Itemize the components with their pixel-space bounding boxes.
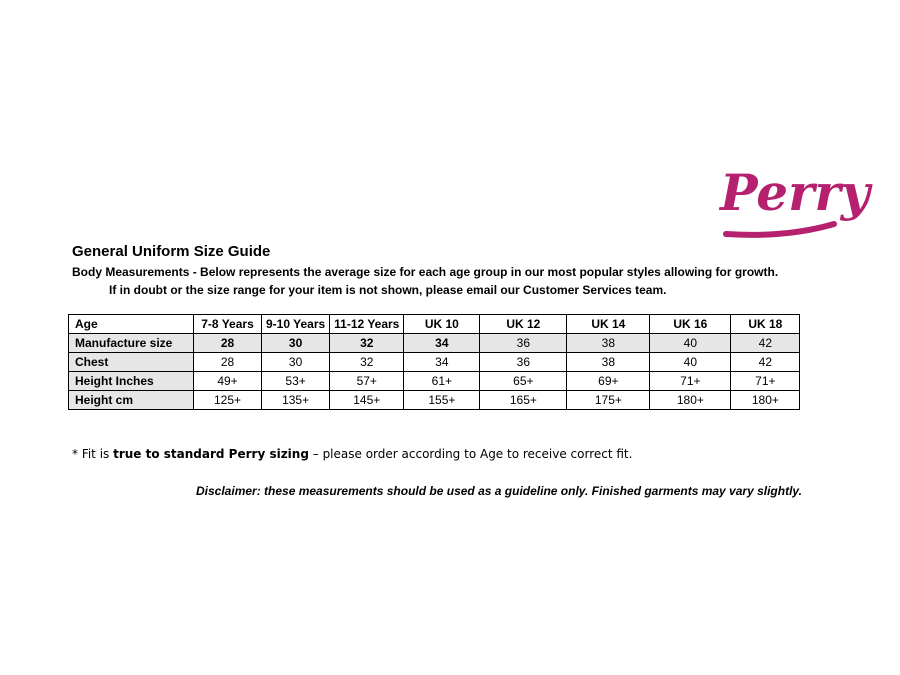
- fit-note-suffix: – please order according to Age to receive correct fit.: [308, 447, 633, 461]
- fit-note-bold: true to standard Perry sizing: [113, 447, 309, 461]
- table-cell: 34: [404, 334, 480, 353]
- subtitle-line-2: If in doubt or the size range for your item is not shown, please email our Customer Services team.: [109, 283, 667, 297]
- table-row: [69, 391, 800, 410]
- table-cell: 32: [330, 334, 404, 353]
- row-label: Manufacture size: [69, 334, 194, 353]
- table-header-row: [69, 315, 800, 334]
- perry-logo: [716, 158, 870, 242]
- header-cell: Age: [69, 315, 194, 334]
- table-cell: 28: [194, 334, 262, 353]
- table-cell: 165+: [480, 391, 567, 410]
- table-cell: 34: [404, 353, 480, 372]
- table-row: [69, 372, 800, 391]
- fit-note-prefix: * Fit is: [72, 447, 114, 461]
- table-cell: 61+: [404, 372, 480, 391]
- table-cell: 30: [262, 334, 330, 353]
- header-cell: 9-10 Years: [262, 315, 330, 334]
- table-cell: 135+: [262, 391, 330, 410]
- table-cell: 32: [330, 353, 404, 372]
- table-row: [69, 334, 800, 353]
- table-cell: 30: [262, 353, 330, 372]
- table-cell: 49+: [194, 372, 262, 391]
- disclaimer: Disclaimer: these measurements should be used as a guideline only. Finished garments may vary slightly.: [196, 484, 802, 498]
- row-label: Height Inches: [69, 372, 194, 391]
- table-cell: 65+: [480, 372, 567, 391]
- header-cell: UK 16: [650, 315, 731, 334]
- size-table: [68, 314, 800, 410]
- subtitle-line-1: Body Measurements - Below represents the average size for each age group in our most popular styles allowing for growth.: [72, 265, 779, 279]
- header-cell: UK 12: [480, 315, 567, 334]
- table-cell: 180+: [731, 391, 800, 410]
- table-cell: 71+: [731, 372, 800, 391]
- table-cell: 53+: [262, 372, 330, 391]
- table-cell: 40: [650, 353, 731, 372]
- table-cell: 180+: [650, 391, 731, 410]
- header-cell: UK 10: [404, 315, 480, 334]
- table-cell: 36: [480, 334, 567, 353]
- table-cell: 57+: [330, 372, 404, 391]
- svg-text:Perry: Perry: [720, 163, 870, 222]
- table-cell: 155+: [404, 391, 480, 410]
- table-cell: 71+: [650, 372, 731, 391]
- header-cell: UK 14: [567, 315, 650, 334]
- table-cell: 36: [480, 353, 567, 372]
- table-cell: 69+: [567, 372, 650, 391]
- table-cell: 40: [650, 334, 731, 353]
- fit-note: [72, 447, 632, 461]
- table-cell: 175+: [567, 391, 650, 410]
- header-cell: 11-12 Years: [330, 315, 404, 334]
- table-cell: 42: [731, 334, 800, 353]
- header-cell: UK 18: [731, 315, 800, 334]
- table-cell: 145+: [330, 391, 404, 410]
- table-cell: 38: [567, 353, 650, 372]
- row-label: Height cm: [69, 391, 194, 410]
- header-cell: 7-8 Years: [194, 315, 262, 334]
- page-title: General Uniform Size Guide: [72, 243, 271, 260]
- table-cell: 38: [567, 334, 650, 353]
- table-cell: 42: [731, 353, 800, 372]
- table-row: [69, 353, 800, 372]
- table-cell: 28: [194, 353, 262, 372]
- row-label: Chest: [69, 353, 194, 372]
- table-cell: 125+: [194, 391, 262, 410]
